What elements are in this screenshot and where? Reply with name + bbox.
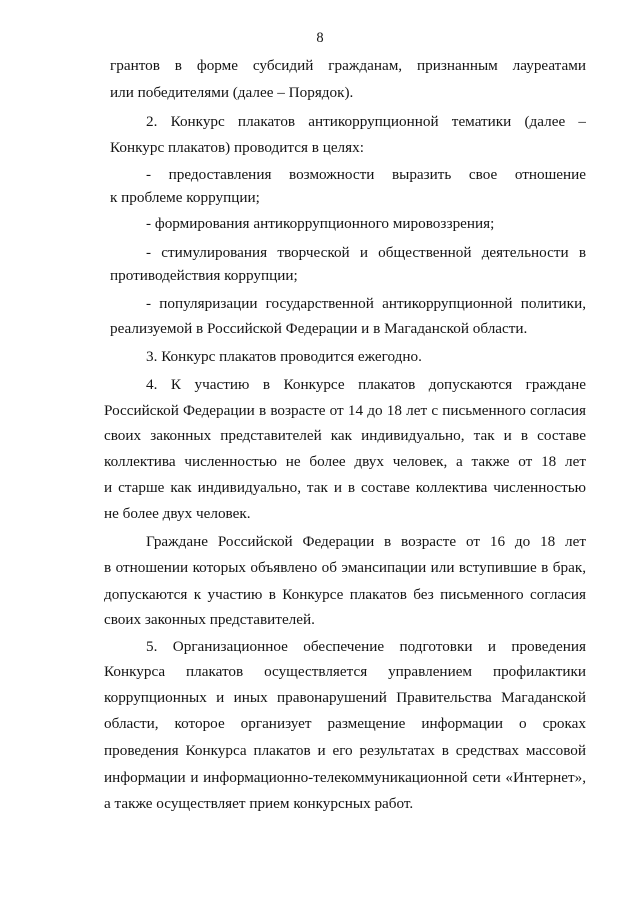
text-line: 3. Конкурс плакатов проводится ежегодно. (146, 348, 422, 365)
text-line: коллектива численностью не более двух человек, а также от 18 лет (104, 453, 586, 470)
text-line: не более двух человек. (104, 505, 251, 522)
text-line: Конкурса плакатов осуществляется управлением профилактики (104, 663, 586, 680)
text-line: к проблеме коррупции; (110, 189, 260, 206)
text-line: в отношении которых объявлено об эмансипации или вступившие в брак, (104, 559, 586, 576)
page-number: 8 (316, 30, 324, 46)
text-line: и старше как индивидуально, так и в составе коллектива численностью (104, 479, 586, 496)
text-line: Граждане Российской Федерации в возрасте от 16 до 18 лет (146, 533, 586, 550)
text-line: 2. Конкурс плакатов антикоррупционной тематики (далее – (146, 113, 586, 130)
text-line: 5. Организационное обеспечение подготовки и проведения (146, 638, 586, 655)
text-line: грантов в форме субсидий гражданам, признанным лауреатами (110, 57, 586, 74)
text-line: 4. К участию в Конкурсе плакатов допускаются граждане (146, 376, 586, 393)
text-line: допускаются к участию в Конкурсе плакатов без письменного согласия (104, 586, 586, 603)
text-line: а также осуществляет прием конкурсных работ. (104, 795, 414, 812)
text-line: проведения Конкурса плакатов и его результатах в средствах массовой (104, 742, 586, 759)
text-line: своих законных представителей как индивидуально, так и в составе (104, 427, 586, 444)
text-line: Конкурс плакатов) проводится в целях: (110, 139, 364, 156)
text-line: Российской Федерации в возрасте от 14 до 18 лет с письменного согласия (104, 402, 586, 419)
text-line: реализуемой в Российской Федерации и в Магаданской области. (110, 320, 528, 337)
text-line: области, которое организует размещение информации о сроках (104, 715, 586, 732)
text-line: - стимулирования творческой и общественной деятельности в (146, 244, 586, 261)
text-line: - популяризации государственной антикоррупционной политики, (146, 295, 586, 312)
text-line: своих законных представителей. (104, 611, 315, 628)
text-line: противодействия коррупции; (110, 267, 298, 284)
text-line: - предоставления возможности выразить свое отношение (146, 166, 586, 183)
text-line: или победителями (далее – Порядок). (110, 84, 354, 101)
text-line: информации и информационно-телекоммуникационной сети «Интернет», (104, 769, 586, 786)
text-line: - формирования антикоррупционного мировоззрения; (146, 215, 495, 232)
text-line: коррупционных и иных правонарушений Правительства Магаданской (104, 689, 586, 706)
